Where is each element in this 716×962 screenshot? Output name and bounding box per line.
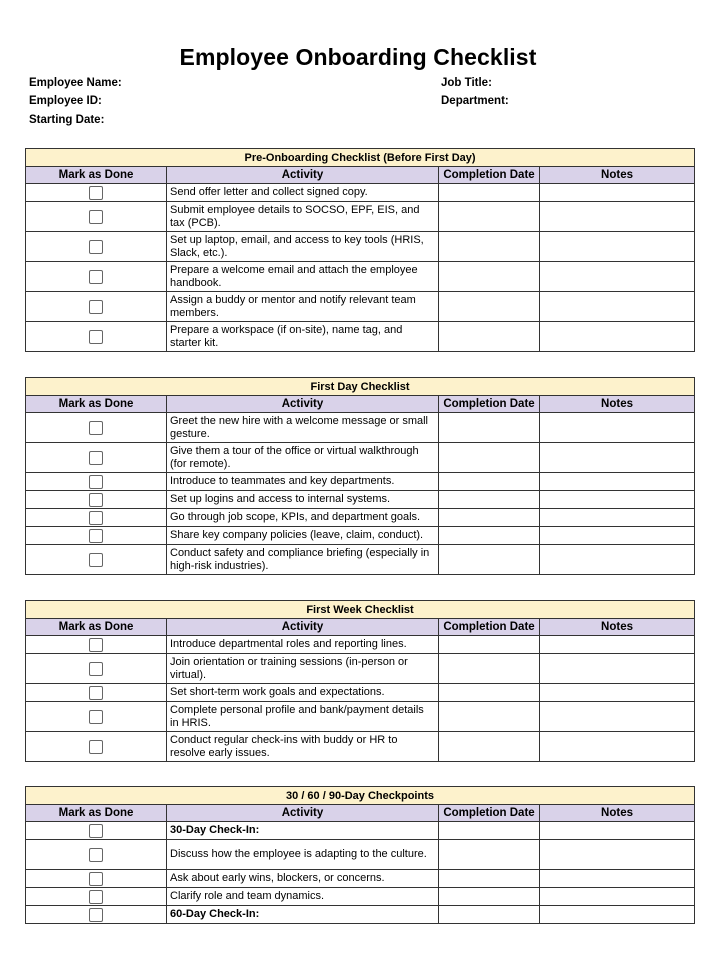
notes-cell[interactable] (540, 545, 695, 575)
table-row (26, 527, 695, 545)
activity-text: Greet the new hire with a welcome message or small gesture. (167, 413, 439, 443)
table-row (26, 232, 695, 262)
activity-text: Ask about early wins, blockers, or concerns. (167, 870, 439, 888)
department-label: Department: (441, 95, 509, 107)
done-checkbox[interactable] (89, 686, 103, 700)
table-row (26, 684, 695, 702)
mark-cell (26, 322, 167, 352)
table-row (26, 202, 695, 232)
table-row (26, 888, 695, 906)
completion-date-cell[interactable] (439, 888, 540, 906)
completion-date-cell[interactable] (439, 906, 540, 924)
notes-cell[interactable] (540, 840, 695, 870)
done-checkbox[interactable] (89, 740, 103, 754)
completion-date-cell[interactable] (439, 684, 540, 702)
checklist-table (25, 148, 695, 352)
notes-cell[interactable] (540, 509, 695, 527)
mark-cell (26, 636, 167, 654)
activity-text: 60-Day Check-In: (167, 906, 439, 924)
notes-cell[interactable] (540, 684, 695, 702)
column-header-mark: Mark as Done (26, 167, 167, 184)
done-checkbox[interactable] (89, 300, 103, 314)
table-row (26, 322, 695, 352)
done-checkbox[interactable] (89, 848, 103, 862)
table-row (26, 184, 695, 202)
table-row (26, 413, 695, 443)
notes-cell[interactable] (540, 413, 695, 443)
notes-cell[interactable] (540, 527, 695, 545)
section-title: First Week Checklist (26, 601, 695, 619)
column-header-completion-date: Completion Date (439, 396, 540, 413)
table-row (26, 840, 695, 870)
done-checkbox[interactable] (89, 240, 103, 254)
activity-text: Prepare a workspace (if on-site), name tag, and starter kit. (167, 322, 439, 352)
done-checkbox[interactable] (89, 451, 103, 465)
starting-date-label: Starting Date: (29, 114, 105, 126)
mark-cell (26, 262, 167, 292)
activity-text: Discuss how the employee is adapting to the culture. (167, 840, 439, 870)
mark-cell (26, 491, 167, 509)
completion-date-cell[interactable] (439, 732, 540, 762)
section-title: First Day Checklist (26, 378, 695, 396)
mark-cell (26, 473, 167, 491)
done-checkbox[interactable] (89, 421, 103, 435)
notes-cell[interactable] (540, 906, 695, 924)
employee-name-label: Employee Name: (29, 77, 122, 89)
activity-text: Introduce to teammates and key departments. (167, 473, 439, 491)
activity-text: Go through job scope, KPIs, and department goals. (167, 509, 439, 527)
done-checkbox[interactable] (89, 553, 103, 567)
column-header-notes: Notes (540, 167, 695, 184)
completion-date-cell[interactable] (439, 654, 540, 684)
done-checkbox[interactable] (89, 270, 103, 284)
notes-cell[interactable] (540, 888, 695, 906)
notes-cell[interactable] (540, 322, 695, 352)
notes-cell[interactable] (540, 232, 695, 262)
table-row (26, 509, 695, 527)
column-header-mark: Mark as Done (26, 619, 167, 636)
completion-date-cell[interactable] (439, 491, 540, 509)
activity-text: Set up logins and access to internal systems. (167, 491, 439, 509)
activity-text: Conduct regular check-ins with buddy or HR to resolve early issues. (167, 732, 439, 762)
page-title: Employee Onboarding Checklist (179, 44, 537, 70)
completion-date-cell[interactable] (439, 184, 540, 202)
mark-cell (26, 443, 167, 473)
activity-text: Give them a tour of the office or virtual walkthrough (for remote). (167, 443, 439, 473)
completion-date-cell[interactable] (439, 443, 540, 473)
table-row (26, 262, 695, 292)
done-checkbox[interactable] (89, 511, 103, 525)
done-checkbox[interactable] (89, 890, 103, 904)
table-row (26, 906, 695, 924)
mark-cell (26, 888, 167, 906)
table-row (26, 702, 695, 732)
activity-text: Assign a buddy or mentor and notify relevant team members. (167, 292, 439, 322)
checklist-table (25, 786, 695, 924)
mark-cell (26, 509, 167, 527)
section-title: Pre-Onboarding Checklist (Before First Day) (26, 149, 695, 167)
mark-cell (26, 654, 167, 684)
table-row (26, 491, 695, 509)
completion-date-cell[interactable] (439, 636, 540, 654)
completion-date-cell[interactable] (439, 527, 540, 545)
mark-cell (26, 840, 167, 870)
completion-date-cell[interactable] (439, 413, 540, 443)
column-header-completion-date: Completion Date (439, 805, 540, 822)
activity-text: Send offer letter and collect signed copy. (167, 184, 439, 202)
table-row (26, 473, 695, 491)
notes-cell[interactable] (540, 184, 695, 202)
completion-date-cell[interactable] (439, 262, 540, 292)
notes-cell[interactable] (540, 443, 695, 473)
activity-text: 30-Day Check-In: (167, 822, 439, 840)
notes-cell[interactable] (540, 292, 695, 322)
mark-cell (26, 702, 167, 732)
notes-cell[interactable] (540, 732, 695, 762)
mark-cell (26, 906, 167, 924)
completion-date-cell[interactable] (439, 840, 540, 870)
column-header-notes: Notes (540, 396, 695, 413)
done-checkbox[interactable] (89, 493, 103, 507)
activity-text: Introduce departmental roles and reporting lines. (167, 636, 439, 654)
table-row (26, 870, 695, 888)
column-header-completion-date: Completion Date (439, 619, 540, 636)
completion-date-cell[interactable] (439, 509, 540, 527)
table-row (26, 636, 695, 654)
completion-date-cell[interactable] (439, 232, 540, 262)
mark-cell (26, 870, 167, 888)
column-header-activity: Activity (167, 167, 439, 184)
done-checkbox[interactable] (89, 475, 103, 489)
completion-date-cell[interactable] (439, 545, 540, 575)
activity-text: Prepare a welcome email and attach the employee handbook. (167, 262, 439, 292)
done-checkbox[interactable] (89, 662, 103, 676)
activity-text: Conduct safety and compliance briefing (especially in high-risk industries). (167, 545, 439, 575)
employee-id-label: Employee ID: (29, 95, 102, 107)
activity-text: Submit employee details to SOCSO, EPF, EIS, and tax (PCB). (167, 202, 439, 232)
activity-text: Set short-term work goals and expectations. (167, 684, 439, 702)
completion-date-cell[interactable] (439, 870, 540, 888)
done-checkbox[interactable] (89, 210, 103, 224)
job-title-label: Job Title: (441, 77, 492, 89)
mark-cell (26, 184, 167, 202)
done-checkbox[interactable] (89, 330, 103, 344)
done-checkbox[interactable] (89, 824, 103, 838)
column-header-notes: Notes (540, 805, 695, 822)
table-row (26, 545, 695, 575)
column-header-activity: Activity (167, 805, 439, 822)
activity-text: Set up laptop, email, and access to key tools (HRIS, Slack, etc.). (167, 232, 439, 262)
activity-text: Clarify role and team dynamics. (167, 888, 439, 906)
done-checkbox[interactable] (89, 710, 103, 724)
table-row (26, 443, 695, 473)
checklist-table (25, 600, 695, 762)
column-header-activity: Activity (167, 396, 439, 413)
notes-cell[interactable] (540, 654, 695, 684)
section-title: 30 / 60 / 90-Day Checkpoints (26, 787, 695, 805)
done-checkbox[interactable] (89, 872, 103, 886)
mark-cell (26, 732, 167, 762)
mark-cell (26, 202, 167, 232)
notes-cell[interactable] (540, 822, 695, 840)
done-checkbox[interactable] (89, 638, 103, 652)
column-header-mark: Mark as Done (26, 396, 167, 413)
notes-cell[interactable] (540, 702, 695, 732)
notes-cell[interactable] (540, 870, 695, 888)
notes-cell[interactable] (540, 202, 695, 232)
activity-text: Complete personal profile and bank/payment details in HRIS. (167, 702, 439, 732)
mark-cell (26, 527, 167, 545)
mark-cell (26, 413, 167, 443)
completion-date-cell[interactable] (439, 202, 540, 232)
mark-cell (26, 822, 167, 840)
mark-cell (26, 684, 167, 702)
done-checkbox[interactable] (89, 529, 103, 543)
mark-cell (26, 292, 167, 322)
column-header-notes: Notes (540, 619, 695, 636)
column-header-activity: Activity (167, 619, 439, 636)
table-row (26, 822, 695, 840)
completion-date-cell[interactable] (439, 292, 540, 322)
mark-cell (26, 232, 167, 262)
column-header-mark: Mark as Done (26, 805, 167, 822)
activity-text: Share key company policies (leave, claim, conduct). (167, 527, 439, 545)
notes-cell[interactable] (540, 636, 695, 654)
table-row (26, 292, 695, 322)
notes-cell[interactable] (540, 473, 695, 491)
done-checkbox[interactable] (89, 186, 103, 200)
column-header-completion-date: Completion Date (439, 167, 540, 184)
activity-text: Join orientation or training sessions (in-person or virtual). (167, 654, 439, 684)
completion-date-cell[interactable] (439, 322, 540, 352)
table-row (26, 732, 695, 762)
notes-cell[interactable] (540, 491, 695, 509)
notes-cell[interactable] (540, 262, 695, 292)
completion-date-cell[interactable] (439, 822, 540, 840)
table-row (26, 654, 695, 684)
mark-cell (26, 545, 167, 575)
completion-date-cell[interactable] (439, 702, 540, 732)
done-checkbox[interactable] (89, 908, 103, 922)
completion-date-cell[interactable] (439, 473, 540, 491)
checklist-table (25, 377, 695, 575)
